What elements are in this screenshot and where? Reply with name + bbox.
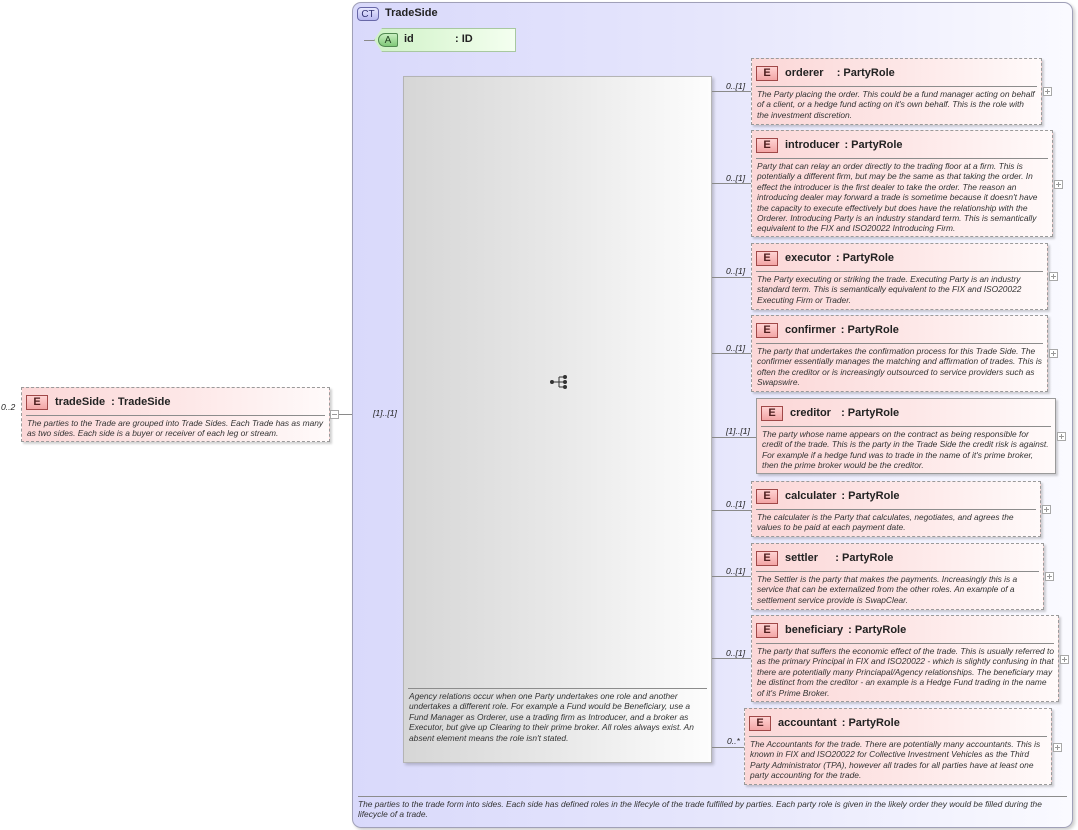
element-badge-icon: E bbox=[756, 323, 778, 338]
complex-type-badge-icon: CT bbox=[357, 7, 379, 21]
element-name: introducer bbox=[785, 139, 843, 151]
element-documentation: The Party placing the order. This could be a fund manager acting on behalf of a client, or a hedge fund acting on it's own behalf. This is the role with the investment discretion. bbox=[757, 89, 1035, 120]
element-badge-icon: E bbox=[756, 66, 778, 81]
divider bbox=[358, 796, 1067, 797]
connector-line bbox=[712, 658, 752, 659]
divider bbox=[749, 736, 1047, 737]
element-type: : PartyRole bbox=[841, 407, 900, 419]
sequence-cardinality: [1]..[1] bbox=[373, 408, 397, 418]
expand-icon[interactable] bbox=[1045, 572, 1054, 581]
element-type: : TradeSide bbox=[111, 396, 171, 408]
element-calculater[interactable] bbox=[751, 481, 1041, 537]
element-name: calculater bbox=[785, 490, 840, 502]
sequence-documentation: Agency relations occur when one Party undertakes one role and another undertakes a different role. For example a Fund would be Beneficiary, use a Fund Manager as Orderer, use a trading firm as Introducer, and a broker as Executor, but give up Clearing to their prime broker. All roles always exist. An absent element means the role isn't stated. bbox=[409, 691, 694, 743]
divider bbox=[756, 271, 1043, 272]
element-cardinality: 0..[1] bbox=[726, 81, 746, 91]
root-cardinality: 0..2 bbox=[1, 402, 16, 412]
element-name: executor bbox=[785, 252, 834, 264]
element-creditor[interactable] bbox=[756, 398, 1056, 474]
element-badge-icon: E bbox=[756, 138, 778, 153]
element-confirmer[interactable] bbox=[751, 315, 1048, 392]
expand-icon[interactable] bbox=[1053, 743, 1062, 752]
complex-type-documentation: The parties to the trade form into sides. Each side has defined roles in the lifecyle of the trade fulfilled by parties. Each party role is given in the likely order they would be filled during the lifecycle of a trade. bbox=[358, 799, 1042, 820]
element-orderer[interactable] bbox=[751, 58, 1042, 125]
element-documentation: The party whose name appears on the contract as being responsible for credit of the trade. This is the party in the Trade Side the credit risk is against. For example if a hedge fund was to trade in the name of it's prime broker, then the prime broker would be the creditor. bbox=[762, 429, 1049, 471]
divider bbox=[761, 426, 1051, 427]
expand-icon[interactable] bbox=[1049, 349, 1058, 358]
element-name: orderer bbox=[785, 67, 833, 79]
connector-line bbox=[712, 183, 752, 184]
expand-icon[interactable] bbox=[1054, 180, 1063, 189]
element-documentation: The calculater is the Party that calculates, negotiates, and agrees the values to be paid at each payment date. bbox=[757, 512, 1014, 533]
element-type: : PartyRole bbox=[841, 717, 900, 729]
divider bbox=[756, 571, 1039, 572]
element-name: creditor bbox=[790, 407, 838, 419]
element-documentation: The party that suffers the economic effect of the trade. This is usually referred to as the primary Principal in FIX and ISO20022 - which is slightly confusing in that there are potentially many Princiapal/Agency relationships. The beneficiary may be distinct from the creditor - an example is a Hedge Fund trading in the name of it's Prime Broker. bbox=[757, 646, 1054, 698]
element-badge-icon: E bbox=[749, 716, 771, 731]
connector-line bbox=[712, 353, 752, 354]
divider bbox=[408, 688, 707, 689]
element-documentation: Party that can relay an order directly to the trading floor at a firm. This is potentially a different firm, but may be the same as that taking the order. In effect the introducer is the first dealer to take the order. The reason an introducing dealer may forward a trade is sometime because it doesn't have the capacity to execute effectively but does have the relationship with the Orderer. Introducing Party is an industry standard term. This is semantically equivalent to the FIX and ISO20022 Introducing Firm. bbox=[757, 161, 1038, 234]
element-name: beneficiary bbox=[785, 624, 847, 636]
element-badge-icon: E bbox=[756, 489, 778, 504]
element-tradeSide[interactable] bbox=[21, 387, 330, 442]
element-cardinality: [1]..[1] bbox=[726, 426, 750, 436]
element-type: : PartyRole bbox=[835, 252, 894, 264]
connector-line bbox=[712, 437, 757, 438]
sequence-box[interactable] bbox=[403, 76, 712, 763]
expand-icon[interactable] bbox=[1057, 432, 1066, 441]
divider bbox=[756, 643, 1054, 644]
expand-icon[interactable] bbox=[1060, 655, 1069, 664]
element-documentation: The parties to the Trade are grouped into Trade Sides. Each Trade has as many as two sides. Each side is a buyer or receiver of each leg or stream. bbox=[27, 418, 324, 439]
element-type: : PartyRole bbox=[841, 490, 900, 502]
element-cardinality: 0..[1] bbox=[726, 173, 746, 183]
sequence-icon bbox=[549, 374, 569, 390]
element-documentation: The party that undertakes the confirmation process for this Trade Side. The confirmer essentially manages the matching and affirmation of trades. This is often the creditor or is increasingly outsourced to service providers such as Swapswire. bbox=[757, 346, 1042, 388]
connector-line bbox=[712, 91, 752, 92]
attribute-type: : ID bbox=[455, 33, 473, 45]
element-introducer[interactable] bbox=[751, 130, 1053, 237]
complex-type-name: TradeSide bbox=[385, 7, 438, 19]
divider bbox=[756, 343, 1043, 344]
divider bbox=[756, 86, 1037, 87]
element-cardinality: 0..[1] bbox=[726, 499, 746, 509]
attribute-name: id bbox=[404, 33, 414, 45]
expand-icon[interactable] bbox=[1049, 272, 1058, 281]
element-documentation: The Party executing or striking the trade. Executing Party is an industry standard term. This is semantically equivalent to the FIX and ISO20022 Executing Firm or Trader. bbox=[757, 274, 1022, 305]
connector-line bbox=[712, 277, 752, 278]
element-type: : PartyRole bbox=[836, 67, 895, 79]
element-accountant[interactable] bbox=[744, 708, 1052, 785]
element-documentation: The Settler is the party that makes the payments. Increasingly this is a service that can be externalized from the other roles. An example of a settlement service provide is SwapClear. bbox=[757, 574, 1018, 605]
element-cardinality: 0..[1] bbox=[726, 343, 746, 353]
connector-line bbox=[712, 510, 752, 511]
element-cardinality: 0..[1] bbox=[726, 266, 746, 276]
connector-line bbox=[712, 747, 745, 748]
element-type: : PartyRole bbox=[844, 139, 903, 151]
element-documentation: The Accountants for the trade. There are potentially many accountants. This is known in FIX and ISO20022 for Collective Investment Vehicles as the Third Party Administrator (TPA), however all trades for all parties have at least one party accounting for the trade. bbox=[750, 739, 1041, 781]
expand-icon[interactable] bbox=[1042, 505, 1051, 514]
element-badge-icon: E bbox=[756, 623, 778, 638]
connector-line bbox=[712, 576, 752, 577]
element-executor[interactable] bbox=[751, 243, 1048, 310]
element-type: : PartyRole bbox=[835, 552, 894, 564]
element-name: tradeSide bbox=[55, 396, 106, 408]
element-settler[interactable] bbox=[751, 543, 1044, 610]
element-type: : PartyRole bbox=[840, 324, 899, 336]
element-type: : PartyRole bbox=[848, 624, 907, 636]
attribute-badge-icon: A bbox=[378, 33, 398, 47]
element-badge-icon: E bbox=[756, 251, 778, 266]
element-badge-icon: E bbox=[26, 395, 48, 410]
element-badge-icon: E bbox=[756, 551, 778, 566]
element-beneficiary[interactable] bbox=[751, 615, 1059, 702]
element-name: settler bbox=[785, 552, 834, 564]
element-badge-icon: E bbox=[761, 406, 783, 421]
expand-icon[interactable] bbox=[1043, 87, 1052, 96]
divider bbox=[756, 158, 1048, 159]
element-cardinality: 0..* bbox=[727, 736, 740, 746]
collapse-icon[interactable] bbox=[330, 410, 339, 419]
element-name: confirmer bbox=[785, 324, 839, 336]
divider bbox=[26, 415, 325, 416]
divider bbox=[756, 509, 1036, 510]
element-name: accountant bbox=[778, 717, 840, 729]
element-cardinality: 0..[1] bbox=[726, 648, 746, 658]
element-cardinality: 0..[1] bbox=[726, 566, 746, 576]
